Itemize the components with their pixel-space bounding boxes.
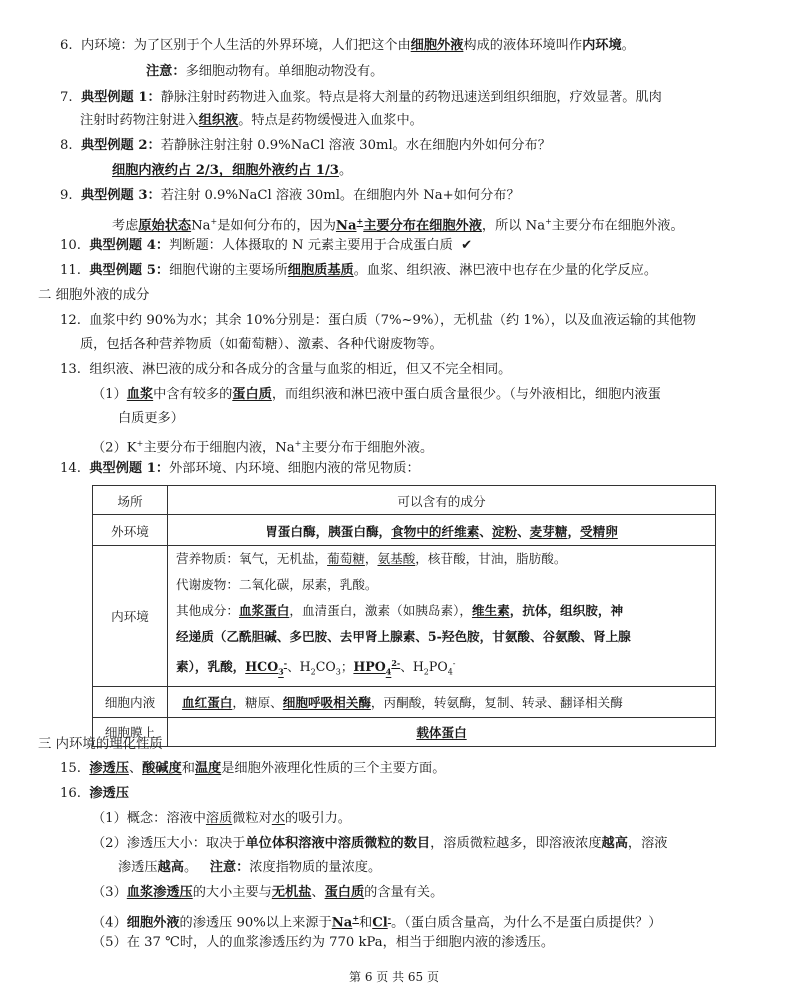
item-8-answer: 细胞内液约占 2/3，细胞外液约占 1/3。 (112, 163, 353, 178)
table-row: 细胞膜上 载体蛋白 (93, 717, 716, 746)
item-9: 9. 典型例题 3：若注射 0.9%NaCl 溶液 30ml。在细胞内外 Na+如何分布？ (60, 188, 520, 203)
item-13-sub-1: （1）血浆中含有较多的蛋白质，而组织液和淋巴液中蛋白质含量很少。（与外液相比，细胞内液蛋 (92, 387, 661, 402)
table-header-components: 可以含有的成分 (168, 486, 716, 515)
item-16-sub-4: （4）细胞外液的渗透压 90%以上来源于Na+和Cl-。（蛋白质含量高，为什么不是蛋白质提供？） (92, 913, 662, 931)
item-12: 12. 血浆中约 90%为水；其余 10%分别是：蛋白质（7%~9%），无机盐（约 1%），以及血液运输的其他物 (60, 313, 696, 328)
table-row: 细胞内液 血红蛋白，糖原、细胞呼吸相关酶，丙酮酸，转氨酶，复制、转录、翻译相关酶 (93, 686, 716, 717)
item-16: 16. 渗透压 (60, 786, 129, 801)
substances-table (92, 485, 716, 747)
item-16-sub-2: （2）渗透压大小：取决于单位体积溶液中溶质微粒的数目，溶质微粒越多，即溶液浓度越高，溶液 (92, 836, 668, 851)
item-16-sub-1: （1）概念：溶液中溶质微粒对水的吸引力。 (92, 811, 351, 826)
item-11: 11. 典型例题 5：细胞代谢的主要场所细胞质基质。血浆、组织液、淋巴液中也存在少量的化学反应。 (60, 263, 658, 278)
item-10: 10. 典型例题 4：判断题：人体摄取的 N 元素主要用于合成蛋白质 ✔ (60, 238, 473, 253)
item-14: 14. 典型例题 1：外部环境、内环境、细胞内液的常见物质： (60, 461, 420, 476)
item-8: 8. 典型例题 2：若静脉注射注射 0.9%NaCl 溶液 30ml。水在细胞内外如何分布？ (60, 138, 551, 153)
table-row: 内环境 营养物质：氧气，无机盐，葡萄糖，氨基酸，核苷酸，甘油，脂肪酸。 代谢废物：二氧化碳，尿素，乳酸。 其他成分：血浆蛋白，血清蛋白，激素（如胰岛素），维生素，抗体，组织胺，神 经递质（乙酰胆碱、多巴胺、去甲肾上腺素、5-羟色胺，甘氨酸、谷氨酸、肾上腺 素），乳酸，$HCO_3^-$、$H_2CO_3$；$HPO_4^{2-}$、$H_2PO_4^-$ (93, 546, 716, 687)
item-12-cont: 质，包括各种营养物质（如葡萄糖）、激素、各种代谢废物等。 (80, 337, 443, 352)
item-9-answer: 考虑原始状态Na+是如何分布的，因为Na+主要分布在细胞外液，所以 Na+主要分布在细胞外液。 (112, 216, 684, 234)
table-row: 外环境 胃蛋白酶，胰蛋白酶，食物中的纤维素、淀粉、麦芽糖，受精卵 (93, 515, 716, 546)
item-13-sub-1-cont: 白质更多） (118, 411, 184, 426)
section-3-heading: 三 内环境的理化性质 (38, 737, 163, 752)
item-15: 15. 渗透压、酸碱度和温度是细胞外液理化性质的三个主要方面。 (60, 761, 446, 776)
item-6-note: 注意：多细胞动物有。单细胞动物没有。 (146, 64, 384, 79)
table-header-place: 场所 (93, 486, 168, 515)
table-header-row (93, 486, 716, 515)
page-footer: 第 6 页 共 65 页 (349, 970, 439, 984)
checkmark-icon: ✔ (461, 238, 473, 253)
item-7: 7. 典型例题 1：静脉注射时药物进入血浆。特点是将大剂量的药物迅速送到组织细胞，疗效显著。肌肉 (60, 90, 662, 105)
item-16-sub-2-cont: 渗透压越高。 注意：浓度指物质的量浓度。 (118, 860, 382, 875)
item-16-sub-5: （5）在 37 ℃时，人的血浆渗透压约为 770 kPa，相当于细胞内液的渗透压。 (92, 935, 555, 950)
section-2-heading: 二 细胞外液的成分 (38, 288, 150, 303)
item-6: 6. 内环境：为了区别于个人生活的外界环境，人们把这个由细胞外液构成的液体环境叫作内环境。 (60, 38, 635, 53)
item-13: 13. 组织液、淋巴液的成分和各成分的含量与血浆的相近，但又不完全相同。 (60, 362, 512, 377)
item-13-sub-2: （2）K+主要分布于细胞内液，Na+主要分布于细胞外液。 (92, 439, 434, 456)
item-16-sub-3: （3）血浆渗透压的大小主要与无机盐、蛋白质的含量有关。 (92, 885, 444, 900)
item-7-cont: 注射时药物注射进入组织液。特点是药物缓慢进入血浆中。 (80, 113, 423, 128)
